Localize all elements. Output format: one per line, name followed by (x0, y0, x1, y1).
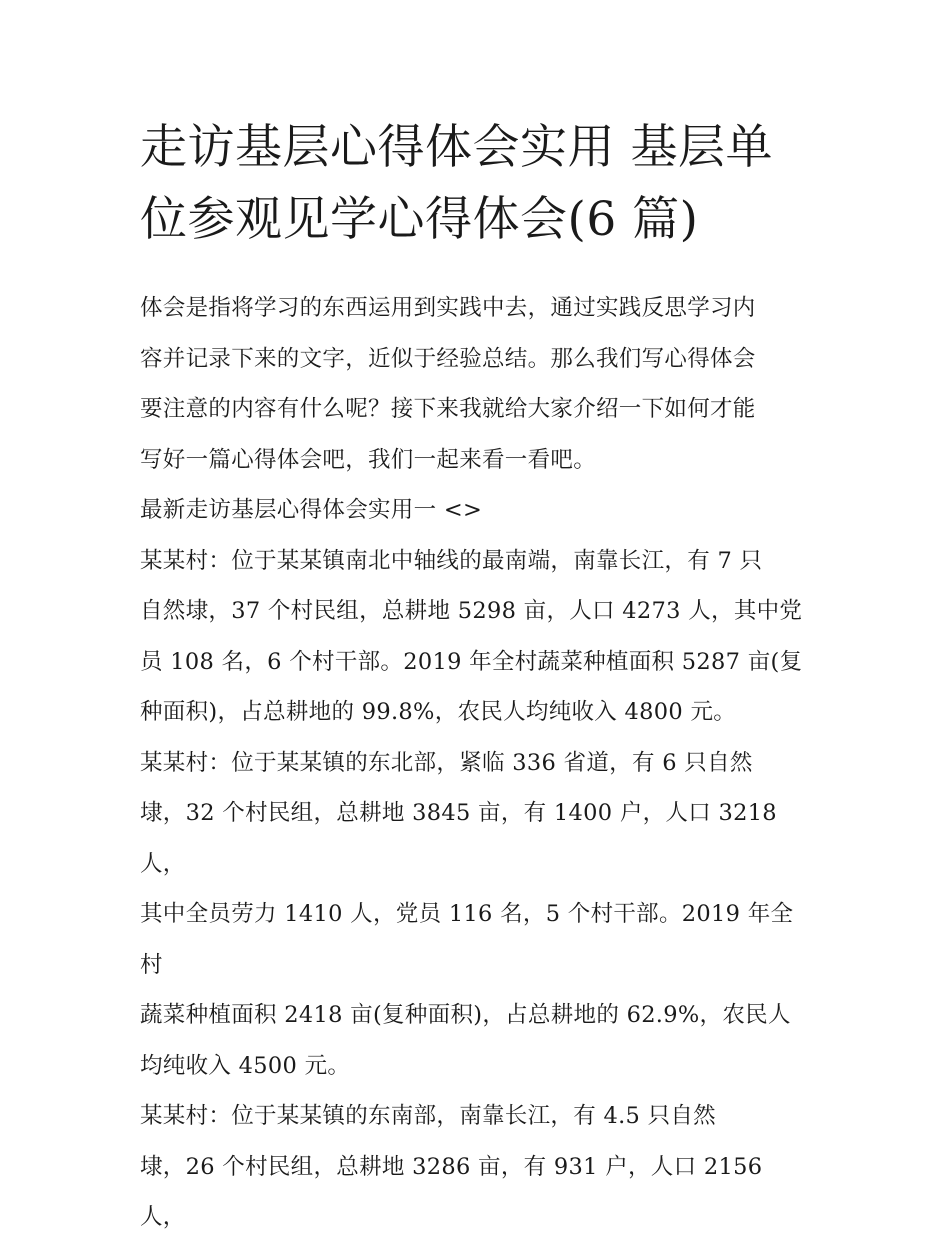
paragraph-line: 种面积)，占总耕地的 99.8%，农民人均纯收入 4800 元。 (140, 699, 737, 725)
paragraph-line: 蔬菜种植面积 2418 亩(复种面积)，占总耕地的 62.9%，农民人 (140, 1002, 791, 1028)
paragraph-line: 员 108 名，6 个村干部。2019 年全村蔬菜种植面积 5287 亩(复 (140, 648, 803, 675)
village-paragraph-1 (140, 536, 812, 738)
paragraph-line: 自然埭，37 个村民组，总耕地 5298 亩，人口 4273 人，其中党 (140, 598, 803, 624)
paragraph-line: 均纯收入 4500 元。 (140, 1052, 351, 1079)
paragraph-line: 某某村：位于某某镇的东北部，紧临 336 省道，有 6 只自然 (140, 749, 753, 776)
intro-line: 容并记录下来的文字，近似于经验总结。那么我们写心得体会 (140, 345, 756, 372)
paragraph-line: 埭，26 个村民组，总耕地 3286 亩，有 931 户，人口 2156 人， (140, 1153, 763, 1230)
section-heading: 最新走访基层心得体会实用一 <> (140, 497, 483, 523)
village-paragraph-3 (140, 1091, 812, 1243)
village-paragraph-2 (140, 738, 812, 1092)
intro-line: 写好一篇心得体会吧，我们一起来看一看吧。 (140, 446, 597, 473)
paragraph-line: 某某村：位于某某镇南北中轴线的最南端，南靠长江，有 7 只 (140, 547, 763, 574)
intro-paragraph (140, 283, 812, 485)
paragraph-line: 其中全员劳力 1410 人，党员 116 名，5 个村干部。2019 年全村 (140, 901, 794, 978)
intro-line: 体会是指将学习的东西运用到实践中去，通过实践反思学习内 (140, 295, 756, 321)
document-body (140, 283, 812, 1243)
intro-line: 要注意的内容有什么呢？接下来我就给大家介绍一下如何才能 (140, 396, 756, 422)
paragraph-line: 埭，32 个村民组，总耕地 3845 亩，有 1400 户，人口 3218 人， (140, 800, 777, 877)
title-line-1: 走访基层心得体会实用 基层单 (140, 120, 773, 175)
document-title (140, 112, 820, 256)
paragraph-line: 某某村：位于某某镇的东南部，南靠长江，有 4.5 只自然 (140, 1103, 716, 1129)
title-line-2: 位参观见学心得体会(6 篇) (140, 192, 699, 247)
